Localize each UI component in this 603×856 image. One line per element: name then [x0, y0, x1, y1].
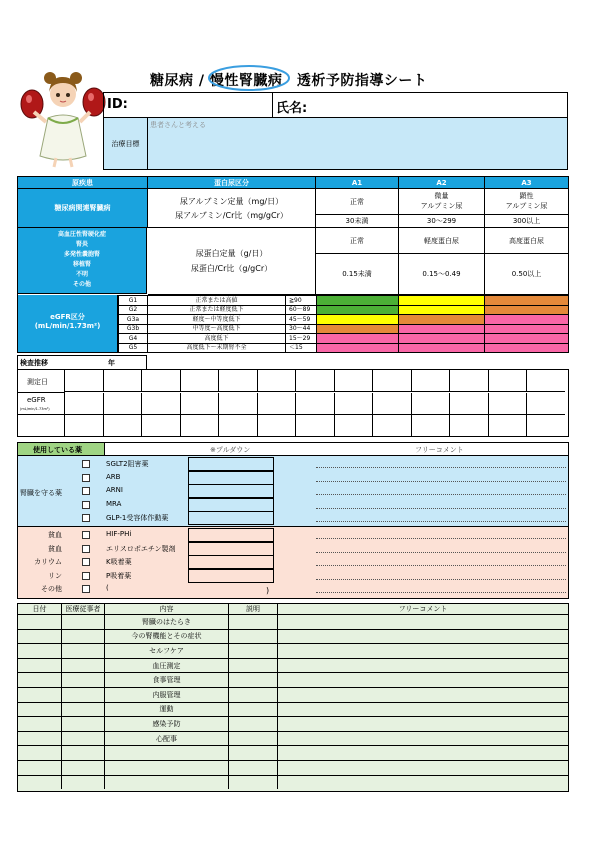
a2-dm: 微量 アルブミン尿 [399, 189, 485, 215]
log-cell[interactable] [278, 703, 568, 718]
trend-cell[interactable] [450, 415, 489, 436]
log-cell[interactable] [278, 746, 568, 761]
goal-label-cell [104, 118, 148, 169]
log-cell[interactable] [278, 659, 568, 674]
col-a1: A1 [316, 177, 399, 189]
log-cell[interactable] [229, 630, 278, 645]
log-cell[interactable] [62, 761, 105, 776]
a3-dm-val: 300以上 [485, 215, 568, 228]
med-name: ( [106, 584, 109, 592]
comment-line[interactable] [316, 579, 566, 580]
grade-code: G2 [119, 305, 148, 315]
grade-code: G5 [119, 343, 148, 353]
trend-cell[interactable] [373, 370, 412, 392]
med-pulldown[interactable] [188, 484, 274, 498]
log-cell[interactable] [229, 659, 278, 674]
log-cell[interactable] [62, 673, 105, 688]
log-cell[interactable] [18, 659, 62, 674]
comment-line[interactable] [316, 565, 566, 566]
log-cell[interactable] [62, 644, 105, 659]
med-pulldown[interactable] [188, 569, 274, 583]
log-cell[interactable] [229, 776, 278, 790]
med-name: エリスロポエチン製剤 [106, 544, 176, 553]
med-checkbox[interactable] [82, 460, 90, 468]
med-checkbox[interactable] [82, 487, 90, 495]
comment-line[interactable] [316, 592, 566, 593]
name-field[interactable] [273, 93, 567, 118]
risk-cell-a1 [317, 343, 399, 353]
med-checkbox[interactable] [82, 531, 90, 539]
other-measure2: 尿蛋白/Cr比（g/gCr） [190, 264, 273, 273]
a1-dm-val: 30未満 [316, 215, 399, 228]
other-measure-cell [148, 228, 316, 295]
risk-cell-a1 [317, 334, 399, 344]
med-name: MRA [106, 499, 122, 508]
log-cell[interactable] [62, 776, 105, 790]
log-cell[interactable] [278, 717, 568, 732]
med-checkbox[interactable] [82, 474, 90, 482]
a1-other-val: 0.15未満 [316, 254, 399, 295]
log-cell[interactable] [62, 717, 105, 732]
log-cell[interactable] [62, 630, 105, 645]
other-group-label: カリウム [34, 558, 62, 566]
log-cell[interactable] [18, 746, 62, 761]
med-name: SGLT2阻害薬 [106, 460, 149, 468]
egfr-label: eGFR区分 (mL/min/1.73m²) [18, 295, 118, 352]
grade-code: G1 [119, 296, 148, 306]
trend-cell[interactable] [142, 393, 181, 415]
id-label: ID: [107, 97, 128, 112]
name-label: 氏名: [276, 101, 308, 116]
grade-range: ＜15 [286, 343, 317, 353]
risk-cell-a1 [317, 324, 399, 334]
risk-cell-a2 [399, 334, 485, 344]
other-measure1: 尿蛋白定量（g/日） [195, 249, 268, 258]
log-cell[interactable] [278, 615, 568, 630]
trend-cell[interactable] [296, 370, 335, 392]
log-cell[interactable] [229, 732, 278, 747]
grade-row [119, 343, 569, 353]
trend-cell[interactable] [450, 393, 489, 415]
log-cell[interactable] [278, 732, 568, 747]
log-cell[interactable] [278, 688, 568, 703]
risk-cell-a2 [399, 315, 485, 325]
risk-cell-a2 [399, 305, 485, 315]
trend-cell[interactable] [527, 370, 565, 392]
trend-cell[interactable] [181, 393, 220, 415]
meds-header-cell [18, 443, 105, 456]
a2-dm-val: 30～299 [399, 215, 485, 228]
trend-cell[interactable] [104, 415, 143, 436]
log-col-staff: 医療従事者 [62, 604, 105, 615]
dm-measure2: 尿アルブミン/Cr比（mg/gCr） [175, 211, 288, 220]
highlight-ellipse [207, 64, 291, 92]
med-pulldown[interactable] [188, 555, 274, 569]
log-col-comment: フリーコメント [278, 604, 568, 615]
trend-grid [17, 369, 569, 437]
log-cell[interactable] [18, 644, 62, 659]
trend-cell[interactable] [219, 415, 258, 436]
log-cell[interactable] [278, 761, 568, 776]
log-col-date: 日付 [18, 604, 62, 615]
log-cell[interactable] [18, 761, 62, 776]
trend-cell[interactable] [489, 415, 528, 436]
log-cell[interactable] [229, 673, 278, 688]
risk-cell-a2 [399, 296, 485, 306]
kidney-block [18, 456, 568, 527]
trend-date-row-label [18, 370, 65, 393]
a3-dm: 顕性 アルブミン尿 [485, 189, 568, 215]
log-cell[interactable] [62, 688, 105, 703]
comment-line[interactable] [316, 467, 566, 468]
grade-desc: 正常または高値 [148, 296, 286, 306]
ckd-stage-table [17, 176, 569, 353]
med-pulldown[interactable] [188, 457, 274, 471]
log-topic-cell: セルフケア [105, 644, 229, 659]
risk-cell-a1 [317, 305, 399, 315]
log-cell[interactable] [18, 630, 62, 645]
trend-cell[interactable] [65, 415, 104, 436]
trend-year-label: 年 [108, 359, 115, 367]
meds-header: 使用している薬 [33, 446, 82, 454]
grade-row [119, 334, 569, 344]
comment-line[interactable] [316, 481, 566, 482]
comment-line[interactable] [316, 508, 566, 509]
log-cell[interactable] [229, 761, 278, 776]
risk-cell-a1 [317, 315, 399, 325]
med-name: ARB [106, 472, 121, 481]
a3-other: 高度蛋白尿 [485, 228, 568, 254]
grade-row [119, 315, 569, 325]
other-group-label: 貧血 [48, 531, 62, 539]
grade-code: G3b [119, 324, 148, 334]
trend-cell[interactable] [335, 393, 374, 415]
log-cell[interactable] [62, 732, 105, 747]
trend-egfr-row-label [18, 393, 65, 415]
risk-cell-a3 [485, 305, 569, 315]
meds-section [17, 442, 569, 599]
risk-cell-a3 [485, 334, 569, 344]
log-topic-cell [105, 776, 229, 790]
grade-range: 15～29 [286, 334, 317, 344]
log-topic-cell: 内服管理 [105, 688, 229, 703]
comment-line[interactable] [316, 521, 566, 522]
other-close-paren: ) [266, 586, 270, 595]
goal-placeholder: 患者さんと考える [150, 121, 206, 129]
med-pulldown[interactable] [188, 471, 274, 485]
log-cell[interactable] [62, 659, 105, 674]
trend-empty-row-label [18, 415, 65, 436]
risk-cell-a1 [317, 296, 399, 306]
log-cell[interactable] [62, 703, 105, 718]
comment-line[interactable] [316, 538, 566, 539]
trend-header [17, 355, 147, 370]
grade-rows [118, 295, 568, 352]
col-a2: A2 [399, 177, 485, 189]
med-name: HIF-PHi [106, 530, 132, 538]
trend-cell[interactable] [65, 393, 104, 415]
med-name: P吸着薬 [106, 571, 132, 580]
risk-cell-a3 [485, 343, 569, 353]
trend-cell[interactable] [104, 393, 143, 415]
title-ckd: 慢性腎臓病 [209, 73, 283, 89]
trend-date-label: 測定日 [27, 378, 48, 386]
trend-egfr-unit: (mL/min/1.73m²) [20, 407, 50, 411]
grade-row [119, 305, 569, 315]
col-disease: 原疾患 [18, 177, 148, 189]
dm-measure-cell [148, 189, 316, 228]
log-cell[interactable] [62, 615, 105, 630]
log-cell[interactable] [278, 644, 568, 659]
grade-range: 60～89 [286, 305, 317, 315]
a1-dm: 正常 [316, 189, 399, 215]
patient-box [103, 92, 568, 170]
trend-cell[interactable] [181, 415, 220, 436]
log-col-explain: 説明 [229, 604, 278, 615]
med-name: ARNI [106, 486, 123, 494]
log-cell[interactable] [229, 615, 278, 630]
risk-cell-a3 [485, 296, 569, 306]
log-cell[interactable] [278, 776, 568, 790]
log-cell[interactable] [229, 717, 278, 732]
trend-cell[interactable] [258, 415, 297, 436]
trend-cell[interactable] [65, 370, 104, 392]
med-checkbox[interactable] [82, 514, 90, 522]
log-topic-cell: 食事管理 [105, 673, 229, 688]
risk-cell-a3 [485, 315, 569, 325]
trend-cell[interactable] [219, 370, 258, 392]
other-disease-labels: 高血圧性腎硬化症 腎炎 多発性嚢胞腎 移植腎 不明 その他 [18, 228, 147, 294]
goal-label: 治療目標 [111, 139, 140, 148]
grade-desc: 正常または軽度低下 [148, 305, 286, 315]
trend-cell[interactable] [412, 415, 451, 436]
comment-line[interactable] [316, 494, 566, 495]
trend-cell[interactable] [258, 393, 297, 415]
goal-input[interactable] [148, 118, 567, 169]
med-checkbox[interactable] [82, 572, 90, 580]
mascot-illustration [18, 68, 108, 168]
trend-cell[interactable] [335, 415, 374, 436]
trend-cell[interactable] [489, 393, 528, 415]
trend-egfr-label: eGFR [27, 396, 46, 404]
med-name: K吸着薬 [106, 558, 132, 566]
med-pulldown[interactable] [188, 542, 274, 556]
log-col-content: 内容 [105, 604, 229, 615]
trend-cell[interactable] [450, 370, 489, 392]
med-checkbox[interactable] [82, 558, 90, 566]
grade-desc: 高度低下～末期腎不全 [148, 343, 286, 353]
grade-desc: 軽度～中等度低下 [148, 315, 286, 325]
log-cell[interactable] [18, 673, 62, 688]
id-field[interactable] [104, 93, 273, 118]
log-cell[interactable] [229, 644, 278, 659]
risk-cell-a2 [399, 324, 485, 334]
log-cell[interactable] [18, 717, 62, 732]
comment-line[interactable] [316, 552, 566, 553]
log-section [17, 603, 569, 792]
log-cell[interactable] [229, 746, 278, 761]
log-topic-cell [105, 761, 229, 776]
med-pulldown[interactable] [188, 511, 274, 525]
grade-range: ≧90 [286, 296, 317, 306]
log-cell[interactable] [18, 688, 62, 703]
kidney-group-label: 腎臓を守る薬 [20, 489, 62, 497]
trend-cell[interactable] [296, 415, 335, 436]
a1-other: 正常 [316, 228, 399, 254]
trend-cell[interactable] [104, 370, 143, 392]
log-cell[interactable] [62, 746, 105, 761]
trend-cell[interactable] [142, 415, 181, 436]
grade-range: 45～59 [286, 315, 317, 325]
trend-cell[interactable] [489, 370, 528, 392]
trend-cell[interactable] [373, 393, 412, 415]
grade-row [119, 296, 569, 306]
log-cell[interactable] [278, 630, 568, 645]
trend-label: 検査推移 [20, 359, 48, 367]
log-topic-cell: 感染予防 [105, 717, 229, 732]
med-checkbox[interactable] [82, 585, 90, 593]
med-checkbox[interactable] [82, 501, 90, 509]
log-cell[interactable] [229, 703, 278, 718]
med-pulldown[interactable] [188, 498, 274, 512]
log-topic-cell: 腎臓のはたらき [105, 615, 229, 630]
grade-code: G4 [119, 334, 148, 344]
trend-cell[interactable] [527, 393, 565, 415]
log-topic-cell: 今の腎機能とその症状 [105, 630, 229, 645]
other-group-label: リン [48, 571, 62, 580]
a3-other-val: 0.50以上 [485, 254, 568, 295]
page-title: 糖尿病 / 慢性腎臓病 透析予防指導シート [150, 73, 428, 89]
log-topic-cell: 心配事 [105, 732, 229, 747]
log-cell[interactable] [278, 673, 568, 688]
col-protein: 蛋白尿区分 [148, 177, 316, 189]
a2-other-val: 0.15～0.49 [399, 254, 485, 295]
grade-row [119, 324, 569, 334]
trend-cell[interactable] [335, 370, 374, 392]
log-topic-cell [105, 746, 229, 761]
grade-code: G3a [119, 315, 148, 325]
grade-range: 30～44 [286, 324, 317, 334]
log-cell[interactable] [229, 688, 278, 703]
log-cell[interactable] [18, 703, 62, 718]
trend-cell[interactable] [373, 415, 412, 436]
log-topic-cell: 運動 [105, 703, 229, 718]
other-meds-block [18, 527, 568, 598]
risk-cell-a2 [399, 343, 485, 353]
trend-cell[interactable] [527, 415, 565, 436]
trend-cell[interactable] [219, 393, 258, 415]
meds-free-comment-label: フリーコメント [415, 446, 464, 454]
trend-cell[interactable] [412, 393, 451, 415]
other-group-label: その他 [41, 585, 62, 593]
trend-cell[interactable] [142, 370, 181, 392]
log-cell[interactable] [18, 776, 62, 790]
log-topic-cell: 血圧測定 [105, 659, 229, 674]
med-checkbox[interactable] [82, 545, 90, 553]
other-group-label: 貧血 [48, 544, 62, 553]
col-a3: A3 [485, 177, 568, 189]
pulldown-label: ※プルダウン [210, 446, 251, 454]
grade-desc: 中等度～高度低下 [148, 324, 286, 334]
trend-cell[interactable] [258, 370, 297, 392]
dm-label: 糖尿病関連腎臓病 [18, 189, 148, 228]
trend-cell[interactable] [181, 370, 220, 392]
meds-header-rest [105, 443, 568, 456]
med-pulldown[interactable] [188, 528, 274, 542]
trend-cell[interactable] [412, 370, 451, 392]
grade-desc: 高度低下 [148, 334, 286, 344]
risk-cell-a3 [485, 324, 569, 334]
log-cell[interactable] [18, 732, 62, 747]
trend-cell[interactable] [296, 393, 335, 415]
trend-section [17, 355, 567, 435]
med-name: GLP-1受容体作動薬 [106, 514, 169, 522]
dm-measure1: 尿アルブミン定量（mg/日） [179, 197, 284, 206]
a2-other: 軽度蛋白尿 [399, 228, 485, 254]
log-cell[interactable] [18, 615, 62, 630]
